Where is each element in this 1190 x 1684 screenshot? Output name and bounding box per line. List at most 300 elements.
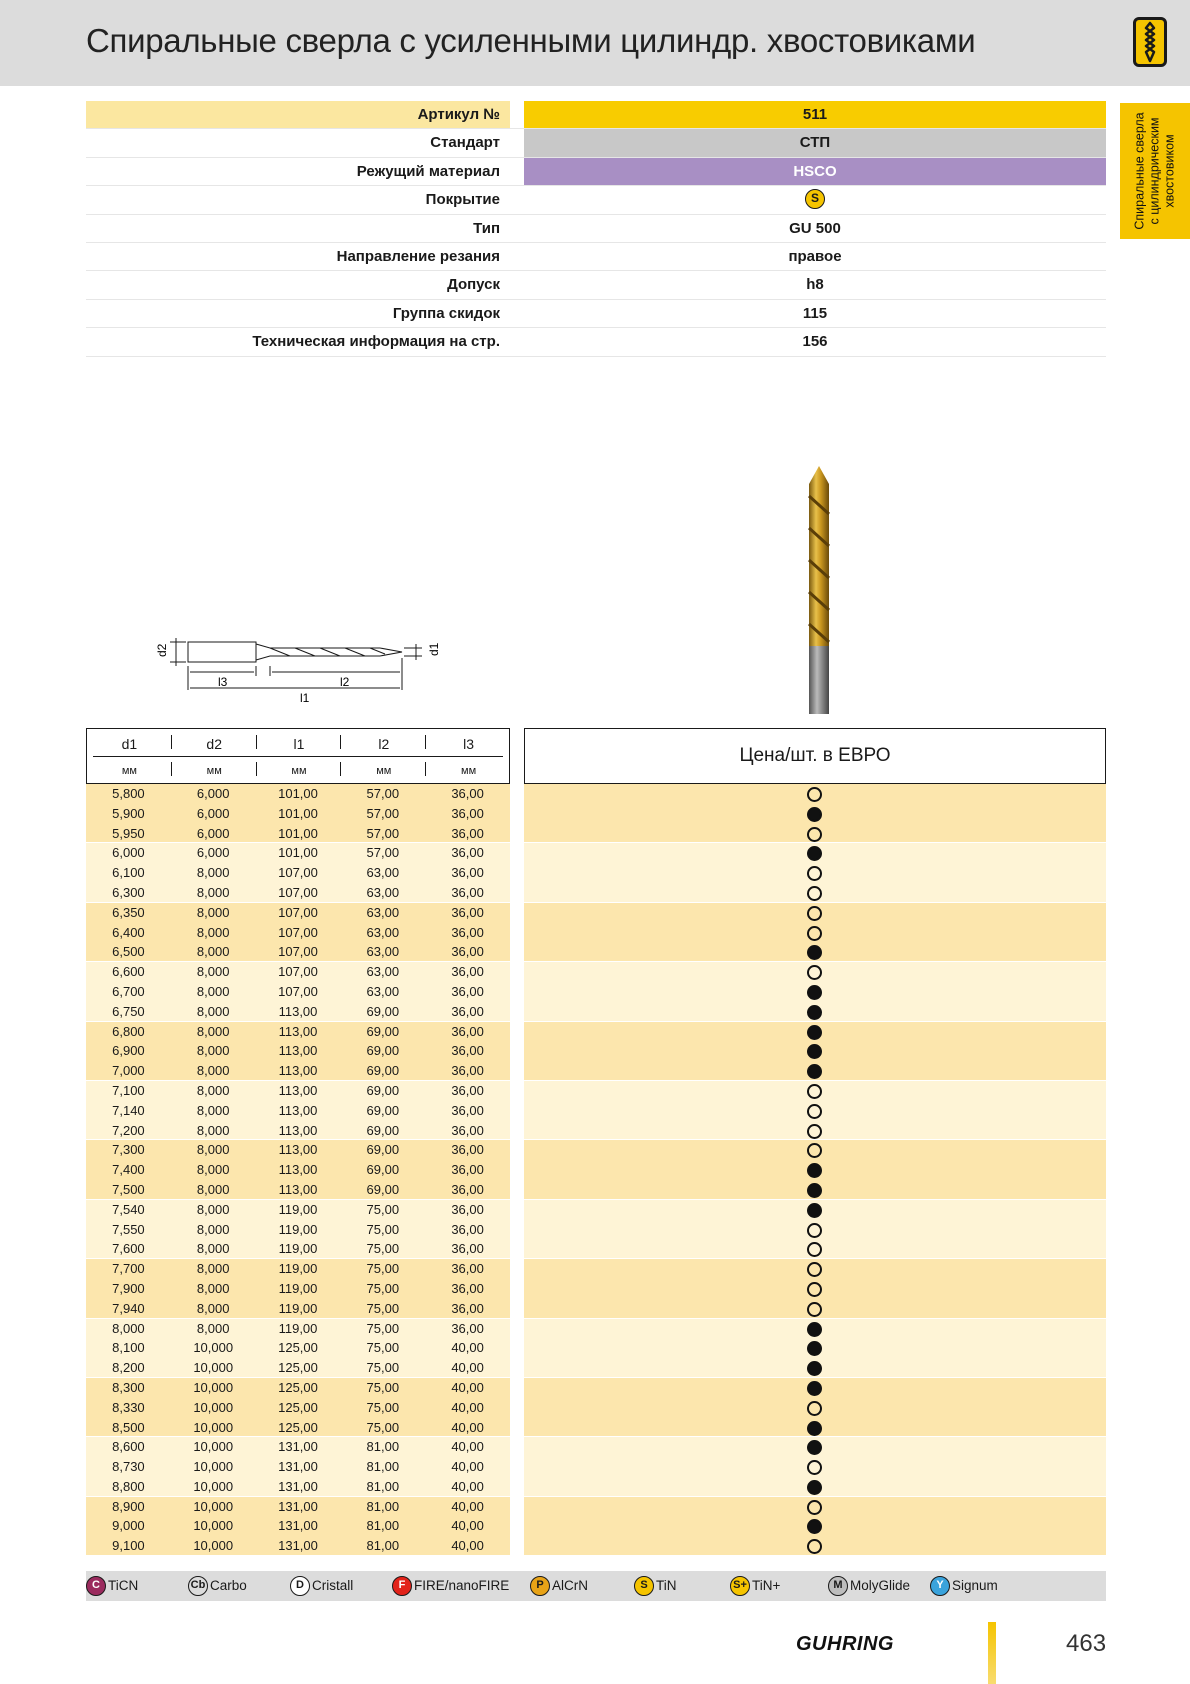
on-order-item-icon	[807, 1124, 822, 1139]
spec-row-material	[86, 158, 1106, 186]
legend-label: TiCN	[108, 1578, 139, 1593]
table-cell-d2: 8,000	[196, 1102, 230, 1118]
table-cell-l2: 81,00	[366, 1439, 400, 1455]
table-cell-d2: 10,000	[193, 1360, 234, 1376]
on-order-item-icon	[807, 1302, 822, 1317]
legend-label: Carbo	[210, 1578, 247, 1593]
coating-badge-icon: Cb	[188, 1576, 208, 1596]
spec-label: Техническая информация на стр.	[252, 333, 500, 351]
table-cell-l3: 36,00	[451, 1142, 484, 1158]
table-cell-l2: 69,00	[366, 1023, 400, 1039]
table-cell-l2: 75,00	[366, 1261, 400, 1277]
stock-item-icon	[807, 1183, 822, 1198]
coating-badge-icon: S+	[730, 1576, 750, 1596]
table-cell-l1: 113,00	[278, 1142, 318, 1158]
stock-item-icon	[807, 1322, 822, 1337]
column-header: l3	[463, 736, 475, 752]
table-row[interactable]	[86, 1160, 1106, 1180]
label-l3: l3	[218, 675, 228, 689]
on-order-item-icon	[807, 1282, 822, 1297]
dimension-table-header	[86, 728, 510, 784]
table-row[interactable]	[86, 1418, 1106, 1438]
spec-row-article	[86, 101, 1106, 129]
table-cell-l1: 119,00	[278, 1201, 318, 1217]
table-cell-d2: 8,000	[196, 924, 230, 940]
table-cell-l1: 101,00	[278, 786, 318, 801]
table-cell-l3: 36,00	[451, 1082, 484, 1098]
table-cell-d1: 9,100	[112, 1538, 145, 1554]
table-cell-l3: 36,00	[451, 1221, 484, 1237]
table-cell-l3: 40,00	[451, 1360, 484, 1376]
legend-label: Signum	[952, 1578, 998, 1593]
table-cell-l2: 75,00	[366, 1201, 400, 1217]
table-cell-d1: 7,540	[112, 1201, 145, 1217]
table-cell-l3: 36,00	[451, 964, 484, 980]
coating-badge-icon: M	[828, 1576, 848, 1596]
table-cell-l1: 113,00	[278, 1003, 318, 1019]
spec-value	[524, 186, 1106, 213]
table-row[interactable]	[86, 1239, 1106, 1259]
stock-item-icon	[807, 1421, 822, 1436]
spec-value: правое	[788, 247, 842, 265]
table-row[interactable]	[86, 1200, 1106, 1220]
table-cell-l2: 75,00	[366, 1320, 400, 1336]
table-cell-l1: 101,00	[278, 825, 318, 841]
spec-label: Стандарт	[430, 134, 500, 152]
spec-value: HSCO	[524, 158, 1106, 185]
on-order-item-icon	[807, 886, 822, 901]
table-cell-d1: 5,900	[112, 805, 145, 821]
table-cell-d1: 9,000	[112, 1518, 145, 1534]
spec-row-direction	[86, 243, 1106, 271]
table-cell-l2: 69,00	[366, 1122, 400, 1138]
on-order-item-icon	[807, 787, 822, 802]
table-cell-l1: 107,00	[278, 865, 318, 881]
spec-row-standard	[86, 129, 1106, 157]
spec-row-type	[86, 215, 1106, 243]
table-cell-l2: 57,00	[366, 786, 400, 801]
legend-item	[828, 1576, 910, 1596]
spec-value: 511	[524, 101, 1106, 128]
table-cell-d2: 8,000	[196, 1241, 230, 1257]
table-cell-l3: 36,00	[451, 1162, 484, 1178]
table-row[interactable]	[86, 982, 1106, 1002]
on-order-item-icon	[807, 1500, 822, 1515]
table-row[interactable]	[86, 903, 1106, 923]
column-unit: мм	[121, 765, 137, 777]
table-cell-d1: 8,330	[112, 1399, 145, 1415]
table-cell-l3: 40,00	[451, 1340, 484, 1356]
table-cell-l2: 63,00	[366, 904, 400, 920]
table-cell-d2: 8,000	[196, 1320, 230, 1336]
table-row[interactable]	[86, 1002, 1106, 1022]
table-row[interactable]	[86, 1022, 1106, 1042]
table-cell-l2: 75,00	[366, 1300, 400, 1316]
table-cell-l3: 40,00	[451, 1439, 484, 1455]
table-cell-d1: 7,000	[112, 1063, 145, 1079]
spec-label: Группа скидок	[392, 304, 500, 322]
table-cell-d2: 10,000	[193, 1478, 234, 1494]
spec-value: 115	[802, 304, 828, 322]
table-row[interactable]	[86, 883, 1106, 903]
table-cell-l2: 75,00	[366, 1221, 400, 1237]
table-cell-d1: 7,900	[112, 1280, 145, 1296]
stock-item-icon	[807, 1025, 822, 1040]
table-cell-l3: 36,00	[451, 944, 484, 960]
table-cell-d2: 6,000	[196, 805, 230, 821]
table-row[interactable]	[86, 1497, 1106, 1517]
table-row[interactable]	[86, 1516, 1106, 1536]
page-number: 463	[1066, 1630, 1107, 1657]
spec-row-coating	[86, 186, 1106, 214]
spec-label: Направление резания	[336, 247, 500, 265]
table-cell-d2: 8,000	[196, 1142, 230, 1158]
table-cell-l1: 113,00	[278, 1181, 318, 1197]
table-cell-d2: 10,000	[193, 1379, 234, 1395]
table-cell-l2: 81,00	[366, 1478, 400, 1494]
table-cell-d1: 6,700	[112, 983, 145, 999]
table-cell-d2: 8,000	[196, 884, 230, 900]
dimension-table-body	[86, 784, 1106, 1556]
table-cell-d1: 5,950	[112, 825, 145, 841]
table-cell-d2: 8,000	[196, 1003, 230, 1019]
table-row[interactable]	[86, 923, 1106, 943]
table-cell-l3: 40,00	[451, 1379, 484, 1395]
table-cell-l2: 75,00	[366, 1379, 400, 1395]
table-row[interactable]	[86, 1140, 1106, 1160]
table-row[interactable]	[86, 1398, 1106, 1418]
column-header: d2	[206, 736, 222, 752]
table-cell-d1: 7,200	[112, 1122, 145, 1138]
on-order-item-icon	[807, 1084, 822, 1099]
table-cell-l1: 113,00	[278, 1102, 318, 1118]
table-cell-l2: 81,00	[366, 1459, 400, 1475]
table-cell-l3: 36,00	[451, 1201, 484, 1217]
table-cell-l3: 36,00	[451, 1280, 484, 1296]
table-row[interactable]	[86, 1457, 1106, 1477]
table-cell-l1: 119,00	[278, 1261, 318, 1277]
table-cell-l1: 125,00	[278, 1419, 318, 1435]
table-cell-l1: 113,00	[278, 1122, 318, 1138]
table-row[interactable]	[86, 1279, 1106, 1299]
page-title: Спиральные сверла с усиленными цилиндр. хвостовиками	[86, 22, 976, 59]
table-cell-d1: 7,140	[112, 1102, 145, 1118]
table-cell-d1: 6,300	[112, 884, 145, 900]
table-row[interactable]	[86, 1081, 1106, 1101]
legend-label: FIRE/nanoFIRE	[414, 1578, 510, 1593]
table-cell-d2: 8,000	[196, 1023, 230, 1039]
table-cell-l3: 36,00	[451, 845, 484, 861]
table-row[interactable]	[86, 824, 1106, 844]
column-unit: мм	[206, 765, 222, 777]
spec-row-techinfo	[86, 328, 1106, 356]
table-row[interactable]	[86, 1358, 1106, 1378]
table-cell-d1: 8,000	[112, 1320, 145, 1336]
table-cell-d1: 8,100	[112, 1340, 145, 1356]
table-cell-l3: 36,00	[451, 1003, 484, 1019]
table-cell-d1: 7,940	[112, 1300, 145, 1316]
table-cell-l2: 57,00	[366, 845, 400, 861]
table-cell-l2: 63,00	[366, 884, 400, 900]
price-column-header: Цена/шт. в ЕВРО	[524, 728, 1106, 784]
table-cell-d2: 8,000	[196, 1221, 230, 1237]
legend-label: Cristall	[312, 1578, 354, 1593]
table-cell-l1: 107,00	[278, 964, 318, 980]
table-cell-d1: 7,550	[112, 1221, 145, 1237]
legend-item	[290, 1576, 353, 1596]
table-cell-l2: 69,00	[366, 1082, 400, 1098]
table-cell-l3: 40,00	[451, 1498, 484, 1514]
table-cell-d1: 8,900	[112, 1498, 145, 1514]
table-cell-l2: 69,00	[366, 1162, 400, 1178]
footer-accent-bar	[988, 1622, 996, 1684]
column-unit: мм	[291, 765, 307, 777]
table-cell-l1: 107,00	[278, 983, 318, 999]
table-cell-l1: 101,00	[278, 805, 318, 821]
stock-item-icon	[807, 1005, 822, 1020]
section-side-tab[interactable]	[1120, 103, 1190, 239]
table-cell-l2: 69,00	[366, 1142, 400, 1158]
spec-value: СТП	[524, 129, 1106, 156]
on-order-item-icon	[807, 1223, 822, 1238]
table-cell-l3: 36,00	[451, 825, 484, 841]
table-cell-l3: 36,00	[451, 1300, 484, 1316]
table-cell-d2: 10,000	[193, 1340, 234, 1356]
spec-value: h8	[806, 276, 824, 294]
table-cell-d2: 10,000	[193, 1459, 234, 1475]
table-row[interactable]	[86, 804, 1106, 824]
table-cell-d1: 8,730	[112, 1459, 145, 1475]
col-l3	[426, 729, 511, 783]
table-row[interactable]	[86, 863, 1106, 883]
table-row[interactable]	[86, 1180, 1106, 1200]
spec-row-tolerance	[86, 271, 1106, 299]
legend-label: AlCrN	[552, 1578, 588, 1593]
table-cell-d2: 8,000	[196, 1181, 230, 1197]
legend-item	[634, 1576, 677, 1596]
table-cell-d1: 7,100	[112, 1082, 145, 1098]
table-cell-l3: 36,00	[451, 1023, 484, 1039]
spec-row-discount	[86, 300, 1106, 328]
table-cell-l1: 125,00	[278, 1340, 318, 1356]
table-cell-l3: 36,00	[451, 884, 484, 900]
table-cell-l3: 40,00	[451, 1459, 484, 1475]
table-cell-l3: 36,00	[451, 983, 484, 999]
on-order-item-icon	[807, 926, 822, 941]
label-l2: l2	[340, 675, 350, 689]
table-cell-d1: 7,500	[112, 1181, 145, 1197]
table-cell-l1: 119,00	[278, 1241, 318, 1257]
table-cell-d2: 10,000	[193, 1399, 234, 1415]
spec-label: Артикул №	[86, 101, 510, 128]
table-cell-d2: 6,000	[196, 845, 230, 861]
table-cell-l2: 75,00	[366, 1419, 400, 1435]
table-row[interactable]	[86, 1437, 1106, 1457]
table-cell-l3: 36,00	[451, 1122, 484, 1138]
table-cell-l2: 63,00	[366, 983, 400, 999]
table-cell-l1: 101,00	[278, 845, 318, 861]
table-cell-l2: 63,00	[366, 944, 400, 960]
table-cell-d1: 6,500	[112, 944, 145, 960]
table-cell-l1: 113,00	[278, 1043, 318, 1059]
on-order-item-icon	[807, 906, 822, 921]
table-cell-d1: 5,800	[112, 786, 145, 801]
stock-item-icon	[807, 1381, 822, 1396]
table-cell-d1: 6,400	[112, 924, 145, 940]
table-cell-l3: 40,00	[451, 1538, 484, 1554]
table-cell-d2: 8,000	[196, 865, 230, 881]
table-cell-l2: 75,00	[366, 1241, 400, 1257]
col-l1	[257, 729, 342, 783]
col-l2	[341, 729, 426, 783]
table-cell-l2: 69,00	[366, 1003, 400, 1019]
table-row[interactable]	[86, 1477, 1106, 1497]
table-cell-d2: 8,000	[196, 1063, 230, 1079]
column-header: l1	[293, 736, 305, 752]
table-cell-l1: 131,00	[278, 1518, 318, 1534]
table-cell-d1: 8,300	[112, 1379, 145, 1395]
legend-item	[930, 1576, 998, 1596]
table-cell-d2: 8,000	[196, 983, 230, 999]
table-cell-d1: 6,350	[112, 904, 145, 920]
table-cell-d1: 6,750	[112, 1003, 145, 1019]
spec-value: GU 500	[789, 219, 841, 237]
column-header: d1	[121, 736, 138, 752]
table-cell-d2: 8,000	[196, 1261, 230, 1277]
spec-table	[86, 101, 1106, 357]
table-cell-l1: 119,00	[278, 1300, 318, 1316]
label-l1: l1	[300, 691, 310, 705]
table-cell-l1: 107,00	[278, 924, 318, 940]
table-cell-l2: 75,00	[366, 1280, 400, 1296]
table-cell-l2: 57,00	[366, 805, 400, 821]
table-cell-l3: 40,00	[451, 1518, 484, 1534]
table-cell-l1: 113,00	[278, 1063, 318, 1079]
table-cell-d2: 6,000	[196, 786, 230, 801]
table-row[interactable]	[86, 942, 1106, 962]
table-cell-l2: 69,00	[366, 1063, 400, 1079]
table-cell-d2: 8,000	[196, 1300, 230, 1316]
spec-label: Тип	[473, 219, 500, 237]
coating-legend	[86, 1571, 1106, 1601]
table-cell-l3: 40,00	[451, 1399, 484, 1415]
table-row[interactable]	[86, 1220, 1106, 1240]
table-row[interactable]	[86, 843, 1106, 863]
legend-item	[392, 1576, 509, 1596]
table-cell-l2: 69,00	[366, 1043, 400, 1059]
table-cell-d2: 8,000	[196, 944, 230, 960]
table-cell-l3: 36,00	[451, 865, 484, 881]
coating-badge-icon: D	[290, 1576, 310, 1596]
table-cell-d1: 7,400	[112, 1162, 145, 1178]
table-cell-l1: 125,00	[278, 1379, 318, 1395]
table-cell-l2: 63,00	[366, 924, 400, 940]
table-cell-d1: 7,600	[112, 1241, 145, 1257]
table-cell-d2: 8,000	[196, 904, 230, 920]
table-cell-l3: 36,00	[451, 904, 484, 920]
table-cell-d1: 6,100	[112, 865, 145, 881]
table-cell-d1: 6,000	[112, 845, 145, 861]
table-cell-l1: 113,00	[278, 1162, 318, 1178]
table-row[interactable]	[86, 1378, 1106, 1398]
coating-badge-icon: C	[86, 1576, 106, 1596]
label-d2: d2	[155, 643, 169, 657]
table-cell-l2: 81,00	[366, 1518, 400, 1534]
table-row[interactable]	[86, 784, 1106, 804]
spec-label: Режущий материал	[356, 162, 500, 180]
table-cell-d2: 10,000	[193, 1518, 234, 1534]
on-order-item-icon	[807, 1401, 822, 1416]
table-cell-l3: 36,00	[451, 1181, 484, 1197]
table-cell-l1: 119,00	[278, 1221, 318, 1237]
table-row[interactable]	[86, 1536, 1106, 1556]
table-cell-l3: 40,00	[451, 1478, 484, 1494]
table-cell-l1: 131,00	[278, 1459, 318, 1475]
table-row[interactable]	[86, 962, 1106, 982]
drill-icon	[1133, 17, 1167, 67]
coating-badge-icon: S	[805, 189, 825, 209]
table-cell-l1: 107,00	[278, 884, 318, 900]
table-cell-d2: 6,000	[196, 825, 230, 841]
stock-item-icon	[807, 1480, 822, 1495]
table-cell-l3: 36,00	[451, 1320, 484, 1336]
drill-product-image	[796, 466, 842, 716]
table-row[interactable]	[86, 1041, 1106, 1061]
on-order-item-icon	[807, 827, 822, 842]
legend-item	[86, 1576, 138, 1596]
table-row[interactable]	[86, 1061, 1106, 1081]
coating-badge-icon: P	[530, 1576, 550, 1596]
column-unit: мм	[376, 765, 392, 777]
table-cell-d1: 6,900	[112, 1043, 145, 1059]
table-row[interactable]	[86, 1121, 1106, 1141]
table-cell-l1: 119,00	[278, 1320, 318, 1336]
table-row[interactable]	[86, 1319, 1106, 1339]
table-cell-l3: 36,00	[451, 1043, 484, 1059]
table-cell-d2: 10,000	[193, 1498, 234, 1514]
table-cell-d2: 10,000	[193, 1439, 234, 1455]
label-d1: d1	[427, 642, 441, 656]
coating-badge-icon: Y	[930, 1576, 950, 1596]
side-tab-label: Спиральные сверла с цилиндрическим хвостовиком	[1132, 112, 1177, 230]
table-cell-l2: 57,00	[366, 825, 400, 841]
table-cell-d1: 6,800	[112, 1023, 145, 1039]
table-cell-l2: 81,00	[366, 1498, 400, 1514]
table-cell-l3: 40,00	[451, 1419, 484, 1435]
table-cell-d2: 8,000	[196, 1082, 230, 1098]
spec-label: Покрытие	[425, 191, 500, 209]
table-row[interactable]	[86, 1299, 1106, 1319]
stock-item-icon	[807, 985, 822, 1000]
legend-label: TiN+	[752, 1578, 781, 1593]
table-row[interactable]	[86, 1259, 1106, 1279]
on-order-item-icon	[807, 1104, 822, 1119]
spec-value[interactable]: 156	[802, 333, 828, 351]
on-order-item-icon	[807, 1460, 822, 1475]
table-cell-d1: 8,500	[112, 1419, 145, 1435]
table-cell-d2: 8,000	[196, 1201, 230, 1217]
table-row[interactable]	[86, 1101, 1106, 1121]
table-cell-l1: 119,00	[278, 1280, 318, 1296]
col-d1	[87, 729, 172, 783]
spec-label: Допуск	[447, 276, 500, 294]
stock-item-icon	[807, 807, 822, 822]
table-row[interactable]	[86, 1338, 1106, 1358]
table-cell-l1: 131,00	[278, 1498, 318, 1514]
table-cell-d2: 8,000	[196, 1122, 230, 1138]
table-cell-l3: 36,00	[451, 1241, 484, 1257]
table-cell-l2: 69,00	[366, 1102, 400, 1118]
